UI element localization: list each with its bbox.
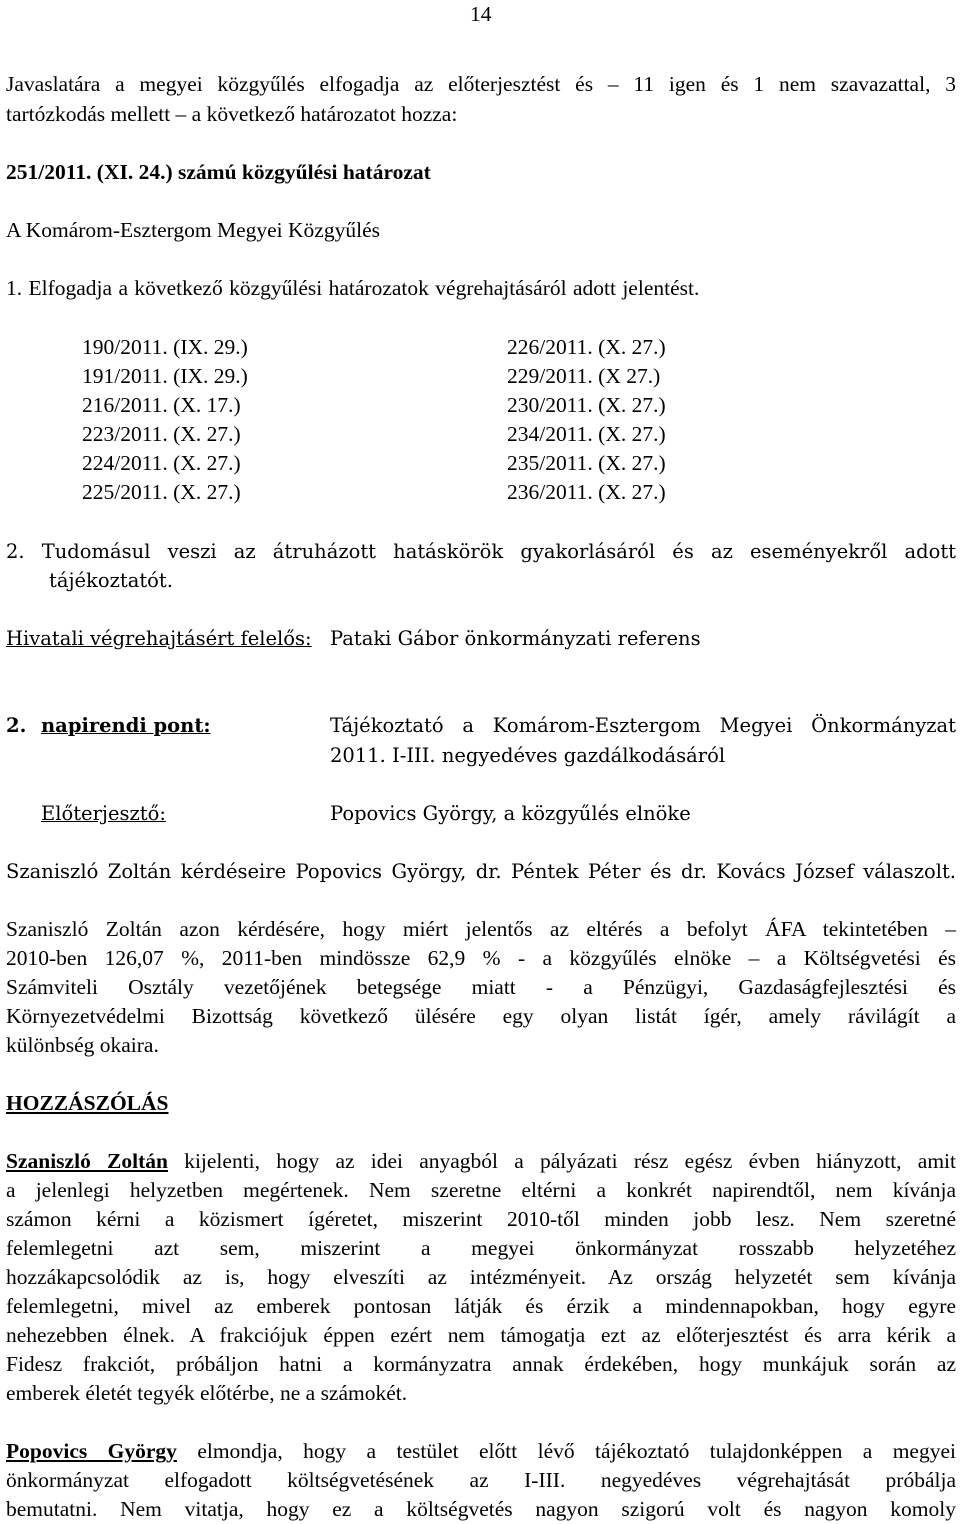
paragraph-line [6, 1437, 956, 1466]
agenda-title-line-1: Tájékoztató a Komárom-Esztergom Megyei Önkormányzat [330, 714, 956, 737]
questions-line: Szaniszló Zoltán kérdéseire Popovics György, dr. Péntek Péter és dr. Kovács József válaszolt. [6, 860, 956, 883]
paragraph-line: nehezebben élnek. A frakciójuk éppen ezért nem támogatja ezt az előterjesztést és arra kérik a [6, 1323, 956, 1347]
intro-line-2: tartózkodás mellett – a következő határozatot hozza: [6, 102, 458, 126]
list-item: 191/2011. (IX. 29.) [82, 364, 248, 388]
list-item: 236/2011. (X. 27.) [507, 480, 666, 504]
section-heading: HOZZÁSZÓLÁS [6, 1091, 169, 1115]
resolution-item-2-line-1: 2. Tudomásul veszi az átruházott hatáskörök gyakorlásáról és az eseményekről adott [6, 540, 956, 563]
paragraph-line: bemutatni. Nem vitatja, hogy ez a költségvetés nagyon szigorú volt és nagyon komoly [6, 1497, 956, 1521]
paragraph-line [6, 1147, 956, 1176]
paragraph-line: Számviteli Osztály vezetőjének betegsége miatt - a Pénzügyi, Gazdaságfejlesztési és [6, 975, 956, 999]
speaker-name: Popovics György [6, 1439, 177, 1463]
paragraph-line: önkormányzat elfogadott költségvetésének az I-III. negyedéves végrehajtását próbálja [6, 1468, 956, 1492]
list-item: 230/2011. (X. 27.) [507, 393, 666, 417]
paragraph-line: Fidesz frakciót, próbáljon hatni a kormányzatra annak érdekében, hogy munkájuk során az [6, 1352, 956, 1376]
agenda-title-line-2: 2011. I-III. negyedéves gazdálkodásáról [330, 744, 726, 767]
responsible-value: Pataki Gábor önkormányzati referens [330, 627, 701, 650]
paragraph-line: Környezetvédelmi Bizottság következő ülésére egy olyan listát ígér, amely rávilágít a [6, 1004, 956, 1028]
page-number: 14 [470, 2, 492, 26]
paragraph-text: kijelenti, hogy az idei anyagból a pályázati rész egész évben hiányzott, amit [167, 1149, 956, 1173]
paragraph-line: 2010-ben 126,07 %, 2011-ben mindössze 62,9 % - a közgyűlés elnöke – a Költségvetési és [6, 946, 956, 970]
paragraph-line: felemlegetni, mivel az emberek pontosan látják és érzik a mindennapokban, hogy egyre [6, 1294, 956, 1318]
speaker-name: Szaniszló Zoltán [6, 1149, 168, 1173]
intro-line-1: Javaslatára a megyei közgyűlés elfogadja az előterjesztést és – 11 igen és 1 nem szavazattal, 3 [6, 72, 956, 96]
list-item: 223/2011. (X. 27.) [82, 422, 241, 446]
list-item: 226/2011. (X. 27.) [507, 335, 666, 359]
list-item: 225/2011. (X. 27.) [82, 480, 241, 504]
list-item: 216/2011. (X. 17.) [82, 393, 241, 417]
list-item: 234/2011. (X. 27.) [507, 422, 666, 446]
list-item: 229/2011. (X 27.) [507, 364, 661, 388]
paragraph-line: hozzákapcsolódik az is, hogy elveszíti az intézményeit. Az ország helyzetét sem kívánja [6, 1265, 956, 1289]
agenda-number: 2. [6, 714, 27, 737]
paragraph-line: emberek életét tegyék előtérbe, ne a számokét. [6, 1381, 408, 1405]
paragraph-text: elmondja, hogy a testület előtt lévő tájékoztató tulajdonképpen a megyei [176, 1439, 956, 1463]
resolution-number: 251/2011. (XI. 24.) számú közgyűlési határozat [6, 160, 431, 184]
paragraph-line: számon kérni a közismert ígéretet, miszerint 2010-től minden jobb lesz. Nem szeretné [6, 1207, 956, 1231]
presenter-label: Előterjesztő: [41, 802, 166, 825]
resolution-item-2-line-2: tájékoztatót. [49, 569, 173, 592]
agenda-label: napirendi pont: [41, 714, 211, 737]
paragraph-line: Szaniszló Zoltán azon kérdésére, hogy miért jelentős az eltérés a befolyt ÁFA tekintetében – [6, 917, 956, 941]
resolution-item-1: 1. Elfogadja a következő közgyűlési határozatok végrehajtásáról adott jelentést. [6, 276, 700, 300]
resolution-body: A Komárom-Esztergom Megyei Közgyűlés [6, 218, 380, 242]
paragraph-line: felemlegetni azt sem, miszerint a megyei önkormányzat rosszabb helyzetéhez [6, 1236, 956, 1260]
presenter-value: Popovics György, a közgyűlés elnöke [330, 802, 691, 825]
paragraph-line: a jelenlegi helyzetben megértenek. Nem szeretne eltérni a konkrét napirendtől, nem kívánja [6, 1178, 956, 1202]
responsible-label: Hivatali végrehajtásért felelős: [6, 627, 312, 650]
list-item: 190/2011. (IX. 29.) [82, 335, 248, 359]
paragraph-line: különbség okaira. [6, 1033, 159, 1057]
list-item: 235/2011. (X. 27.) [507, 451, 666, 475]
list-item: 224/2011. (X. 27.) [82, 451, 241, 475]
